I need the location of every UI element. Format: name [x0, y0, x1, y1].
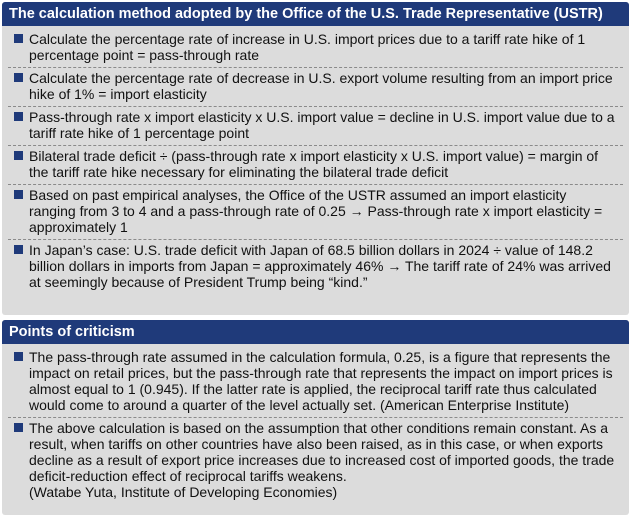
square-bullet-icon — [14, 73, 23, 82]
points-of-criticism-header: Points of criticism — [2, 320, 629, 344]
list-item-text: Calculate the percentage rate of decrease in U.S. export volume resulting from an import price hike of 1% = import elasticity — [29, 70, 613, 102]
list-item-source: (Watabe Yuta, Institute of Developing Economies) — [29, 484, 338, 500]
list-item-text: Pass-through rate x import elasticity x U.S. import value = decline in U.S. import value due to a tariff rate hike of 1 percentage point — [29, 109, 615, 141]
list-item — [8, 240, 623, 294]
list-item — [8, 347, 623, 418]
calculation-method-panel — [2, 2, 629, 315]
list-item — [8, 107, 623, 146]
list-item-text: Bilateral trade deficit ÷ (pass-through rate x import elasticity x U.S. import value) = margin of the tariff rate hike necessary for eliminating the bilateral trade deficit — [29, 148, 599, 180]
list-item-text: In Japan’s case: U.S. trade deficit with Japan of 68.5 billion dollars in 2024 ÷ value of 148.2 billion dollars in imports from Japan = approximately 46% → The tariff rate of 24% was arrived at seemingly because of President Trump being “kind.” — [29, 242, 611, 290]
square-bullet-icon — [14, 151, 23, 160]
list-item — [8, 68, 623, 107]
list-item — [8, 185, 623, 240]
points-of-criticism-panel — [2, 320, 629, 515]
square-bullet-icon — [14, 423, 23, 432]
points-of-criticism-list — [2, 344, 629, 504]
list-item-text: Calculate the percentage rate of increase in U.S. import prices due to a tariff rate hike of 1 percentage point = pass-through rate — [29, 31, 586, 63]
calculation-method-list — [2, 26, 629, 294]
list-item — [8, 146, 623, 185]
calculation-method-header: The calculation method adopted by the Office of the U.S. Trade Representative (USTR) — [2, 2, 629, 26]
square-bullet-icon — [14, 352, 23, 361]
square-bullet-icon — [14, 34, 23, 43]
list-item — [8, 29, 623, 68]
list-item-text: The above calculation is based on the assumption that other conditions remain constant. As a result, when tariffs on other countries have also been raised, as in this case, or when exports decline as a result of export price increases due to increased cost of imported goods, the trade deficit-reduction effect of reciprocal tariffs weakens. — [29, 420, 615, 484]
square-bullet-icon — [14, 245, 23, 254]
square-bullet-icon — [14, 190, 23, 199]
list-item-text: The pass-through rate assumed in the calculation formula, 0.25, is a figure that represents the impact on retail prices, but the pass-through rate that represents the impact on import prices is almost equal to 1 (0.945). If the latter rate is applied, the reciprocal tariff rate thus calculated would come to around a quarter of the level actually set. (American Enterprise Institute) — [29, 349, 613, 413]
list-item — [8, 418, 623, 504]
square-bullet-icon — [14, 112, 23, 121]
list-item-text: Based on past empirical analyses, the Office of the USTR assumed an import elasticity ranging from 3 to 4 and a pass-through rate of 0.25 → Pass-through rate x import elasticity = approximately 1 — [29, 187, 603, 235]
